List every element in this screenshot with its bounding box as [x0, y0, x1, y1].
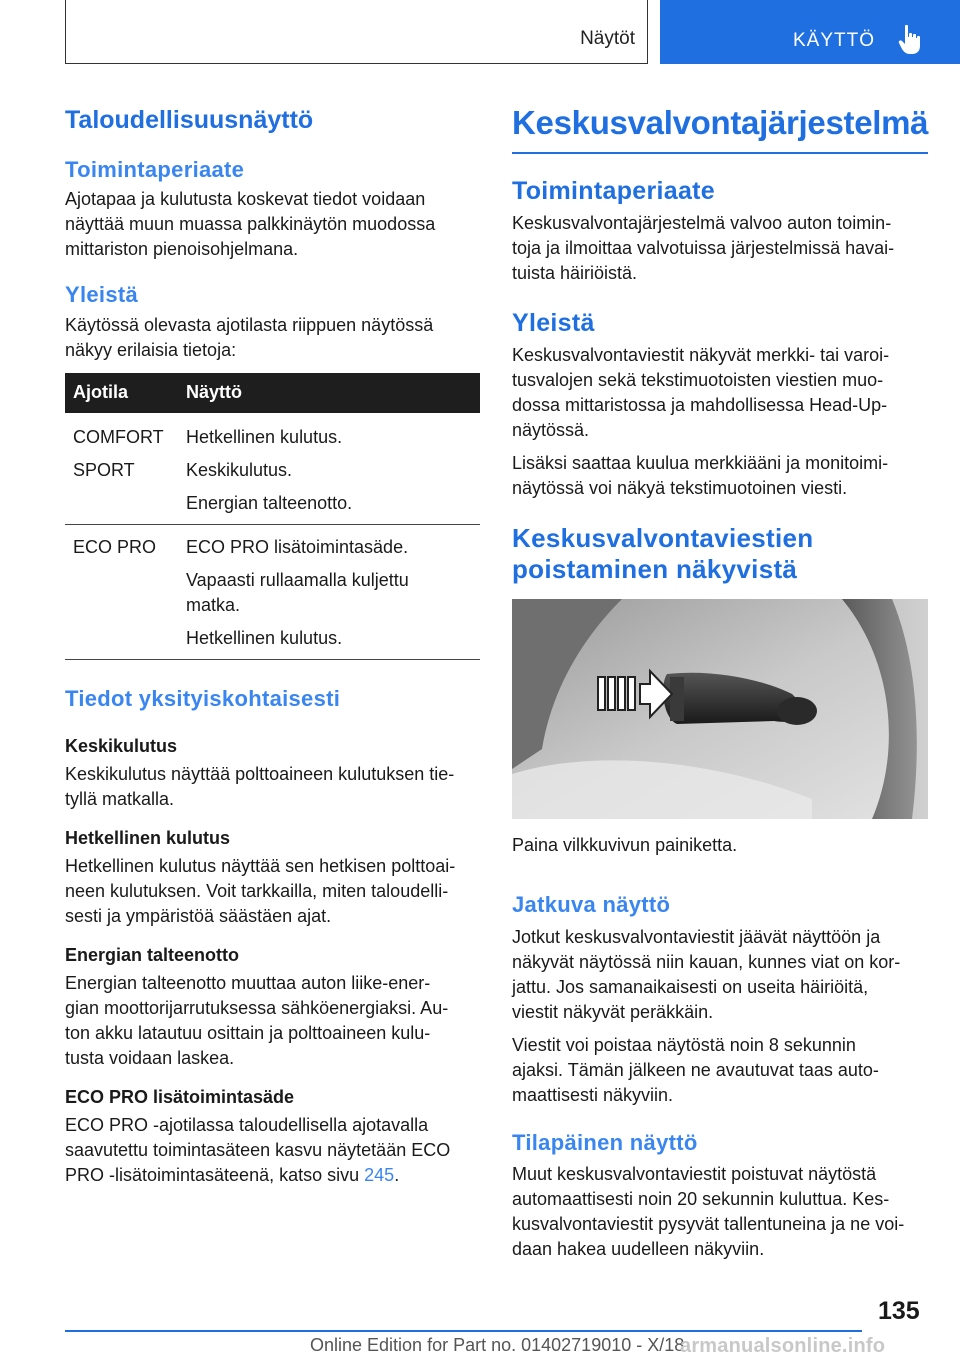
- footer-edition: Online Edition for Part no. 01402719010 - X/18: [310, 1335, 685, 1355]
- right-general-text-2: Lisäksi saattaa kuulua merkkiääni ja monitoimi- näytössä voi näkyä tekstimuotoinen viesti.: [512, 452, 889, 498]
- display-item: ECO PRO lisätoimintasäde.: [186, 536, 409, 557]
- display-item: Hetkellinen kulutus.: [186, 627, 343, 648]
- eco-pro-range-heading: ECO PRO lisätoimintasäde: [65, 1087, 295, 1108]
- table-row: [65, 524, 480, 659]
- energy-recovery-text: Energian talteenotto muuttaa auton liike-ener- gian moottorijarrutuksessa sähköenergiaksi. Au- ton akku latautuu osittain ja polttoaineen kulu- tusta voidaan laskea.: [65, 973, 449, 1069]
- photo-caption: Paina vilkkuvivun painiketta.: [512, 835, 738, 856]
- right-general-heading: Yleistä: [512, 308, 595, 337]
- hand-pointer-icon: [898, 24, 924, 56]
- mode-eco-pro: ECO PRO: [73, 536, 157, 557]
- instant-consumption-heading: Hetkellinen kulutus: [65, 828, 231, 849]
- left-column: [65, 100, 480, 1188]
- header-section: KÄYTTÖ: [793, 30, 876, 51]
- turn-signal-lever-photo: [512, 599, 928, 819]
- left-principle-text: Ajotapaa ja kulutusta koskevat tiedot voidaan näyttää muun muassa palkkinäytön muodossa mittariston pienoisohjelmana.: [65, 189, 436, 260]
- continuous-display-heading: Jatkuva näyttö: [512, 892, 671, 918]
- temporary-display-heading: Tilapäinen näyttö: [512, 1129, 698, 1155]
- header-section-box: [660, 0, 960, 64]
- display-item: Vapaasti rullaamalla kuljettu matka.: [186, 569, 409, 615]
- header-chapter: Näytöt: [580, 28, 635, 49]
- mode-sport: SPORT: [73, 459, 135, 480]
- table-row: [65, 413, 480, 525]
- left-general-heading: Yleistä: [65, 282, 139, 308]
- check-control-title: Keskusvalvontajärjestelmä: [512, 104, 929, 141]
- details-heading: Tiedot yksityiskohtaisesti: [65, 685, 341, 711]
- continuous-display-text-1: Jotkut keskusvalvontaviestit jäävät näyttöön ja näkyvät näytössä niin kauan, kunnes viat on kor- jattu. Jos samanaikaisesti on useita häiriöitä, viestit näkyvät peräkkäin.: [512, 926, 901, 1022]
- energy-recovery-heading: Energian talteenotto: [65, 945, 240, 966]
- mode-comfort: COMFORT: [73, 426, 164, 447]
- display-item: Hetkellinen kulutus.: [186, 426, 343, 447]
- avg-consumption-text: Keskikulutus näyttää polttoaineen kulutuksen tie- tyllä matkalla.: [65, 764, 455, 810]
- table-header-display: Näyttö: [178, 373, 480, 413]
- right-general-text-1: Keskusvalvontaviestit näkyvät merkki- tai varoi- tusvalojen sekä tekstimuotoisten viestien muo- dossa mittaristossa ja mahdollisessa Head-Up- näytössä.: [512, 344, 890, 440]
- footer-watermark: armanualsonline.info: [680, 1335, 886, 1357]
- right-principle-text: Keskusvalvontajärjestelmä valvoo auton toimin- toja ja ilmoittaa valvotuissa järjestelmissä havai- tuista häiriöistä.: [512, 212, 895, 283]
- avg-consumption-heading: Keskikulutus: [65, 736, 178, 757]
- instant-consumption-text: Hetkellinen kulutus näyttää sen hetkisen polttoai- neen kulutuksen. Voit tarkkailla, miten taloudelli- sesti ja ympäristöä säästäen ajat.: [65, 856, 456, 927]
- temporary-display-text: Muut keskusvalvontaviestit poistuvat näytöstä automaattisesti noin 20 sekunnin kuluttua. Kes- kusvalvontaviestit pysyvät tallentuneina ja ne voi- daan hakea uudelleen näkyviin.: [512, 1164, 905, 1260]
- page-number: 135: [878, 1297, 920, 1325]
- display-item: Energian talteenotto.: [186, 492, 353, 513]
- title-rule: [512, 152, 928, 154]
- eco-pro-range-text: ECO PRO -ajotilassa taloudellisella ajotavalla saavutettu toimintasäteen kasvu näytetään ECO PRO -lisätoimintasäteenä, katso sivu 245.: [65, 1115, 451, 1186]
- page-link-245[interactable]: 245: [364, 1165, 395, 1186]
- economy-display-title: Taloudellisuusnäyttö: [65, 106, 314, 134]
- left-principle-heading: Toimintaperiaate: [65, 157, 245, 182]
- display-item: Keskikulutus.: [186, 459, 293, 480]
- right-principle-heading: Toimintaperiaate: [512, 176, 715, 205]
- footer-rule: [65, 1330, 862, 1332]
- continuous-display-text-2: Viestit voi poistaa näytöstä noin 8 sekunnin ajaksi. Tämän jälkeen ne avautuvat taas auto- maattisesti näkyviin.: [512, 1034, 879, 1105]
- table-header-row: [65, 373, 480, 413]
- remove-messages-heading: Keskusvalvontaviestien poistaminen näkyvistä: [512, 522, 814, 585]
- right-column: [512, 100, 928, 1262]
- table-header-mode: Ajotila: [65, 373, 178, 413]
- left-general-text: Käytössä olevasta ajotilasta riippuen näytössä näkyy erilaisia tietoja:: [65, 314, 434, 360]
- header-chapter-box: [65, 0, 648, 64]
- driving-mode-table: [65, 373, 480, 660]
